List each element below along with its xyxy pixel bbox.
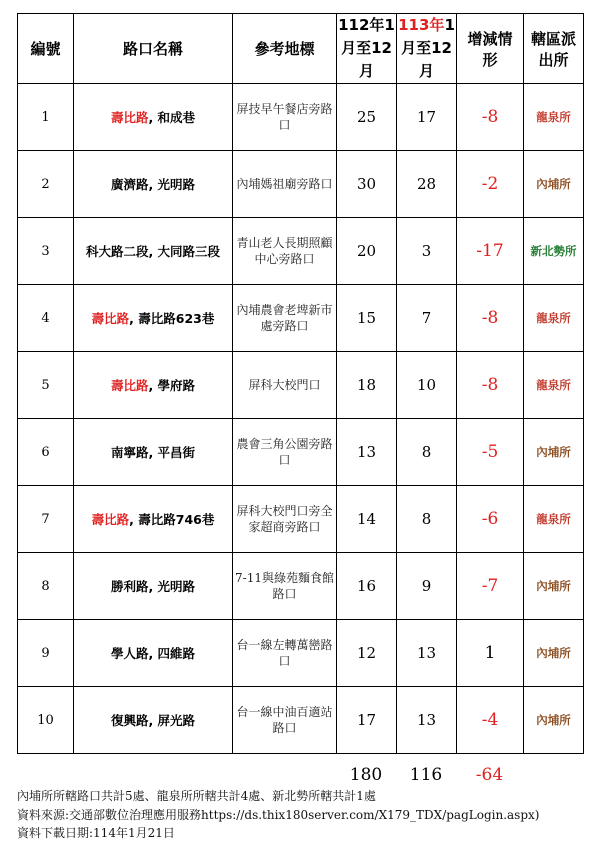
header-change <box>457 14 524 84</box>
table-row <box>18 687 584 754</box>
count-y112: 16 <box>337 553 397 620</box>
district-station: 內埔所 <box>524 620 584 687</box>
header-y112-line: 112年1 <box>338 16 395 34</box>
header-y113-month: 1 <box>444 16 455 34</box>
road-rest: 南寧路, 平昌街 <box>110 445 196 460</box>
count-y113: 13 <box>397 620 457 687</box>
table-row <box>18 84 584 151</box>
count-y113: 8 <box>397 419 457 486</box>
count-y112: 30 <box>337 151 397 218</box>
header-y112-line: 月至12 <box>341 39 392 57</box>
count-y112: 18 <box>337 352 397 419</box>
intersection-name <box>74 553 233 620</box>
table-row <box>18 553 584 620</box>
total-y113: 116 <box>409 765 443 785</box>
count-y113: 13 <box>397 687 457 754</box>
landmark: 屏科大校門口 <box>233 352 337 419</box>
district-station: 內埔所 <box>524 687 584 754</box>
count-y113: 8 <box>397 486 457 553</box>
landmark: 7-11與綠苑麵食館路口 <box>233 553 337 620</box>
road-rest: 科大路二段, 大同路三段 <box>85 244 221 259</box>
count-y112: 14 <box>337 486 397 553</box>
change-value: -4 <box>457 687 524 754</box>
count-y112: 12 <box>337 620 397 687</box>
change-value: -8 <box>457 352 524 419</box>
row-number: 9 <box>18 620 74 687</box>
row-number: 8 <box>18 553 74 620</box>
road-highlight: 壽比路 <box>110 378 149 393</box>
count-y112: 17 <box>337 687 397 754</box>
count-y112: 13 <box>337 419 397 486</box>
road-highlight: 壽比路 <box>110 110 149 125</box>
header-no: 編號 <box>18 14 74 84</box>
row-number: 4 <box>18 285 74 352</box>
intersection-table <box>17 13 584 754</box>
road-rest: , 壽比路746巷 <box>129 512 215 527</box>
header-y113-line: 月至12 <box>401 39 452 57</box>
count-y113: 3 <box>397 218 457 285</box>
count-y113: 28 <box>397 151 457 218</box>
header-change-line: 形 <box>482 50 498 69</box>
count-y112: 15 <box>337 285 397 352</box>
header-row <box>18 14 584 84</box>
row-number: 6 <box>18 419 74 486</box>
intersection-name <box>74 620 233 687</box>
intersection-name <box>74 84 233 151</box>
intersection-name <box>74 151 233 218</box>
total-y112: 180 <box>349 765 383 785</box>
road-highlight: 壽比路 <box>91 512 130 527</box>
change-value: -8 <box>457 285 524 352</box>
district-station: 新北勢所 <box>524 218 584 285</box>
road-rest: , 和成巷 <box>148 110 196 125</box>
row-number: 2 <box>18 151 74 218</box>
road-rest: 復興路, 屏光路 <box>110 713 196 728</box>
header-y112 <box>337 14 397 84</box>
footer-source: 資料來源:交通部數位治理應用服務https://ds.thix180server.com/X179_TDX/pagLogin.aspx) <box>17 808 540 822</box>
road-rest: 廣濟路, 光明路 <box>110 177 196 192</box>
table-row <box>18 218 584 285</box>
intersection-name <box>74 285 233 352</box>
count-y113: 9 <box>397 553 457 620</box>
district-station: 龍泉所 <box>524 84 584 151</box>
table-row <box>18 419 584 486</box>
header-district-line: 出所 <box>538 50 569 69</box>
header-y112-line: 月 <box>358 62 374 80</box>
footer-date: 資料下載日期:114年1月21日 <box>17 826 175 840</box>
landmark: 屏科大校門口旁全家超商旁路口 <box>233 486 337 553</box>
count-y112: 25 <box>337 84 397 151</box>
table-row <box>18 151 584 218</box>
header-district-line: 轄區派 <box>530 29 576 48</box>
landmark: 台一線左轉萬巒路口 <box>233 620 337 687</box>
count-y113: 10 <box>397 352 457 419</box>
landmark: 農會三角公園旁路口 <box>233 419 337 486</box>
row-number: 3 <box>18 218 74 285</box>
landmark: 青山老人長期照顧中心旁路口 <box>233 218 337 285</box>
table-row <box>18 352 584 419</box>
change-value: -8 <box>457 84 524 151</box>
change-value: -2 <box>457 151 524 218</box>
district-station: 龍泉所 <box>524 285 584 352</box>
road-rest: 勝利路, 光明路 <box>110 579 196 594</box>
road-highlight: 壽比路 <box>91 311 130 326</box>
change-value: -7 <box>457 553 524 620</box>
header-y113-year: 113年 <box>398 16 445 34</box>
intersection-name <box>74 352 233 419</box>
district-station: 內埔所 <box>524 151 584 218</box>
count-y112: 20 <box>337 218 397 285</box>
count-y113: 17 <box>397 84 457 151</box>
table-row <box>18 620 584 687</box>
landmark: 屏技早午餐店旁路口 <box>233 84 337 151</box>
change-value: -5 <box>457 419 524 486</box>
header-ref: 參考地標 <box>233 14 337 84</box>
district-station: 龍泉所 <box>524 486 584 553</box>
table-row <box>18 486 584 553</box>
table-row <box>18 285 584 352</box>
road-rest: 學人路, 四維路 <box>110 646 196 661</box>
landmark: 內埔農會老埤新市處旁路口 <box>233 285 337 352</box>
footer-summary: 內埔所所轄路口共計5處、龍泉所所轄共計4處、新北勢所轄共計1處 <box>17 789 376 803</box>
row-number: 1 <box>18 84 74 151</box>
header-district <box>524 14 584 84</box>
intersection-name <box>74 486 233 553</box>
intersection-name <box>74 419 233 486</box>
header-name: 路口名稱 <box>74 14 233 84</box>
landmark: 內埔媽祖廟旁路口 <box>233 151 337 218</box>
change-value: 1 <box>457 620 524 687</box>
road-rest: , 學府路 <box>148 378 196 393</box>
header-y113 <box>397 14 457 84</box>
landmark: 台一線中油百適站路口 <box>233 687 337 754</box>
change-value: -17 <box>457 218 524 285</box>
header-change-line: 增減情 <box>467 29 513 48</box>
district-station: 內埔所 <box>524 419 584 486</box>
intersection-name <box>74 218 233 285</box>
total-change: -64 <box>475 765 504 785</box>
intersection-name <box>74 687 233 754</box>
district-station: 內埔所 <box>524 553 584 620</box>
change-value: -6 <box>457 486 524 553</box>
row-number: 5 <box>18 352 74 419</box>
road-rest: , 壽比路623巷 <box>129 311 215 326</box>
count-y113: 7 <box>397 285 457 352</box>
header-y113-line: 月 <box>418 62 434 80</box>
row-number: 10 <box>18 687 74 754</box>
district-station: 龍泉所 <box>524 352 584 419</box>
row-number: 7 <box>18 486 74 553</box>
